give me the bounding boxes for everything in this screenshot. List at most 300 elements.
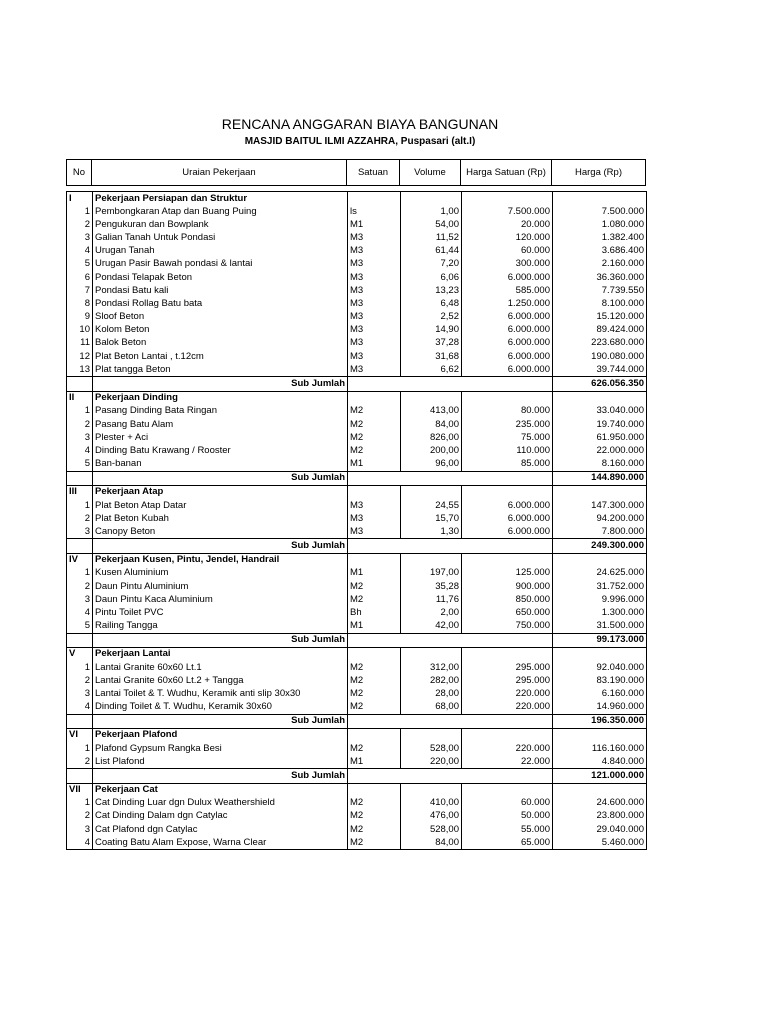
table-row [67,661,647,674]
item-price: 116.160.000 [553,742,647,755]
item-unit-price: 6.000.000 [462,271,553,284]
empty-cell [401,192,462,206]
item-unit-price: 6.000.000 [462,512,553,525]
item-description: Plafond Gypsum Rangka Besi [93,742,348,755]
item-description: Urugan Pasir Bawah pondasi & lantai [93,258,348,271]
item-volume: 220,00 [401,755,462,769]
header-description: Uraian Pekerjaan [92,160,347,186]
item-description: Pondasi Rollag Batu bata [93,297,348,310]
item-price: 9.996.000 [553,593,647,606]
section-title: Pekerjaan Cat [93,783,348,797]
item-unit: M1 [348,755,401,769]
item-number: 1 [67,499,93,512]
empty-cell [462,192,553,206]
table-row [67,836,647,850]
empty-cell [348,647,401,661]
header-price: Harga (Rp) [552,160,646,186]
item-number: 9 [67,311,93,324]
item-number: 2 [67,512,93,525]
item-price: 31.752.000 [553,580,647,593]
item-unit: M2 [348,836,401,850]
item-price: 147.300.000 [553,499,647,512]
item-number: 2 [67,674,93,687]
item-volume: 200,00 [401,444,462,457]
empty-cell [553,391,647,405]
item-number: 2 [67,580,93,593]
empty-cell [553,647,647,661]
item-price: 22.000.000 [553,444,647,457]
item-description: Cat Dinding Dalam dgn Catylac [93,810,348,823]
item-price: 24.600.000 [553,797,647,810]
item-description: Lantai Granite 60x60 Lt.2 + Tangga [93,674,348,687]
item-description: Ban-banan [93,457,348,471]
empty-cell [67,471,93,485]
item-volume: 1,00 [401,205,462,218]
item-volume: 15,70 [401,512,462,525]
item-unit: M2 [348,661,401,674]
item-number: 5 [67,258,93,271]
item-volume: 2,00 [401,606,462,619]
item-volume: 413,00 [401,405,462,418]
section-title: Pekerjaan Atap [93,485,348,499]
item-price: 33.040.000 [553,405,647,418]
table-row [67,245,647,258]
item-price: 19.740.000 [553,418,647,431]
cost-table [66,191,647,850]
item-volume: 410,00 [401,797,462,810]
item-description: Dinding Toilet & T. Wudhu, Keramik 30x60 [93,701,348,715]
item-description: Urugan Tanah [93,245,348,258]
item-description: Galian Tanah Untuk Pondasi [93,232,348,245]
item-volume: 528,00 [401,823,462,836]
item-description: Plat Beton Atap Datar [93,499,348,512]
table-row [67,701,647,715]
item-number: 8 [67,297,93,310]
item-description: Plat Beton Kubah [93,512,348,525]
item-description: Daun Pintu Kaca Aluminium [93,593,348,606]
item-price: 7.739.550 [553,284,647,297]
header-unit: Satuan [347,160,400,186]
item-volume: 96,00 [401,457,462,471]
section-row [67,553,647,567]
item-price: 190.080.000 [553,350,647,363]
item-unit-price: 110.000 [462,444,553,457]
section-row [67,728,647,742]
table-row [67,823,647,836]
item-unit: M3 [348,512,401,525]
item-price: 4.840.000 [553,755,647,769]
subtotal-row [67,769,647,783]
item-unit: M2 [348,418,401,431]
item-price: 36.360.000 [553,271,647,284]
item-volume: 2,52 [401,311,462,324]
item-unit: M1 [348,218,401,231]
empty-cell [67,769,93,783]
section-title: Pekerjaan Dinding [93,391,348,405]
subtotal-row [67,377,647,391]
item-unit: M2 [348,674,401,687]
item-price: 1.300.000 [553,606,647,619]
item-description: Cat Plafond dgn Catylac [93,823,348,836]
item-number: 1 [67,797,93,810]
item-volume: 197,00 [401,567,462,580]
table-row [67,284,647,297]
item-description: Lantai Granite 60x60 Lt.1 [93,661,348,674]
subtotal-label: Sub Jumlah [93,633,348,647]
item-unit: M3 [348,258,401,271]
empty-cell [553,728,647,742]
table-row [67,218,647,231]
item-price: 5.460.000 [553,836,647,850]
item-volume: 528,00 [401,742,462,755]
subtotal-value: 144.890.000 [553,471,647,485]
item-volume: 61,44 [401,245,462,258]
subtotal-value: 626.056.350 [553,377,647,391]
item-price: 29.040.000 [553,823,647,836]
item-price: 2.160.000 [553,258,647,271]
table-row [67,311,647,324]
table-header [66,159,646,186]
item-price: 14.960.000 [553,701,647,715]
item-price: 23.800.000 [553,810,647,823]
empty-cell [401,553,462,567]
item-number: 5 [67,620,93,634]
item-price: 83.190.000 [553,674,647,687]
subtotal-label: Sub Jumlah [93,539,348,553]
item-price: 89.424.000 [553,324,647,337]
item-unit: M2 [348,823,401,836]
item-unit: M3 [348,271,401,284]
subtotal-label: Sub Jumlah [93,471,348,485]
document-subtitle: MASJID BAITUL ILMI AZZAHRA, Puspasari (alt.I) [244,136,476,147]
table-row [67,324,647,337]
item-unit-price: 900.000 [462,580,553,593]
empty-cell [553,192,647,206]
empty-cell [462,391,553,405]
item-description: Kolom Beton [93,324,348,337]
item-description: Plat tangga Beton [93,363,348,377]
item-unit: M3 [348,499,401,512]
table-row [67,567,647,580]
table-row [67,512,647,525]
section-title: Pekerjaan Kusen, Pintu, Jendel, Handrail [93,553,348,567]
section-number: V [67,647,93,661]
item-volume: 13,23 [401,284,462,297]
item-volume: 68,00 [401,701,462,715]
table-row [67,580,647,593]
table-row [67,742,647,755]
empty-cell [553,783,647,797]
table-row [67,271,647,284]
section-row [67,192,647,206]
table-row [67,525,647,539]
item-price: 8.160.000 [553,457,647,471]
item-volume: 6,06 [401,271,462,284]
item-description: Cat Dinding Luar dgn Dulux Weathershield [93,797,348,810]
empty-cell [553,553,647,567]
item-price: 39.744.000 [553,363,647,377]
section-number: VII [67,783,93,797]
item-description: Canopy Beton [93,525,348,539]
item-number: 1 [67,405,93,418]
item-number: 11 [67,337,93,350]
table-row [67,606,647,619]
document-title: RENCANA ANGGARAN BIAYA BANGUNAN [221,116,499,132]
item-description: Pasang Batu Alam [93,418,348,431]
table-row [67,232,647,245]
subtotal-row [67,633,647,647]
item-description: Pembongkaran Atap dan Buang Puing [93,205,348,218]
section-number: IV [67,553,93,567]
item-unit-price: 235.000 [462,418,553,431]
empty-cell [67,377,93,391]
empty-cell [401,783,462,797]
table-row [67,418,647,431]
item-unit-price: 6.000.000 [462,311,553,324]
item-number: 13 [67,363,93,377]
item-unit-price: 650.000 [462,606,553,619]
subtotal-label: Sub Jumlah [93,377,348,391]
item-unit: M2 [348,687,401,700]
item-number: 3 [67,687,93,700]
item-number: 4 [67,245,93,258]
empty-cell [348,728,401,742]
item-number: 2 [67,218,93,231]
item-unit-price: 220.000 [462,701,553,715]
empty-cell [348,783,401,797]
empty-cell [462,647,553,661]
item-price: 61.950.000 [553,431,647,444]
empty-cell [462,783,553,797]
item-unit: M2 [348,444,401,457]
item-description: Plester + Aci [93,431,348,444]
item-unit-price: 295.000 [462,674,553,687]
section-row [67,647,647,661]
item-unit-price: 7.500.000 [462,205,553,218]
item-description: Pintu Toilet PVC [93,606,348,619]
table-row [67,444,647,457]
item-volume: 7,20 [401,258,462,271]
item-unit: M1 [348,620,401,634]
item-price: 24.625.000 [553,567,647,580]
item-price: 15.120.000 [553,311,647,324]
item-number: 3 [67,525,93,539]
table-row [67,797,647,810]
section-number: VI [67,728,93,742]
item-volume: 24,55 [401,499,462,512]
item-unit-price: 60.000 [462,797,553,810]
subtotal-value: 196.350.000 [553,714,647,728]
empty-cell [401,391,462,405]
item-volume: 282,00 [401,674,462,687]
empty-cell [348,471,553,485]
table-row [67,810,647,823]
table-row [67,205,647,218]
item-volume: 35,28 [401,580,462,593]
item-unit: M3 [348,337,401,350]
table-row [67,755,647,769]
empty-cell [348,377,553,391]
item-description: Dinding Batu Krawang / Rooster [93,444,348,457]
item-unit: M2 [348,405,401,418]
item-unit-price: 300.000 [462,258,553,271]
item-description: Plat Beton Lantai , t.12cm [93,350,348,363]
empty-cell [348,485,401,499]
header-no: No [67,160,92,186]
item-number: 1 [67,661,93,674]
subtotal-value: 121.000.000 [553,769,647,783]
item-price: 223.680.000 [553,337,647,350]
section-number: III [67,485,93,499]
item-price: 7.500.000 [553,205,647,218]
item-unit-price: 85.000 [462,457,553,471]
subtotal-value: 99.173.000 [553,633,647,647]
subtotal-label: Sub Jumlah [93,769,348,783]
table-row [67,499,647,512]
empty-cell [462,485,553,499]
item-unit: M2 [348,701,401,715]
table-row [67,337,647,350]
item-description: Balok Beton [93,337,348,350]
section-number: I [67,192,93,206]
item-unit: M3 [348,297,401,310]
section-row [67,485,647,499]
item-volume: 42,00 [401,620,462,634]
item-unit: M3 [348,284,401,297]
item-unit-price: 295.000 [462,661,553,674]
item-price: 1.080.000 [553,218,647,231]
item-description: Pondasi Telapak Beton [93,271,348,284]
table-row [67,674,647,687]
item-volume: 54,00 [401,218,462,231]
item-description: Lantai Toilet & T. Wudhu, Keramik anti slip 30x30 [93,687,348,700]
empty-cell [348,192,401,206]
item-volume: 6,48 [401,297,462,310]
item-price: 7.800.000 [553,525,647,539]
empty-cell [348,769,553,783]
item-number: 3 [67,232,93,245]
item-number: 6 [67,271,93,284]
item-number: 7 [67,284,93,297]
item-unit-price: 750.000 [462,620,553,634]
header-volume: Volume [400,160,461,186]
item-unit: M3 [348,324,401,337]
subtotal-row [67,471,647,485]
empty-cell [553,485,647,499]
section-title: Pekerjaan Lantai [93,647,348,661]
item-price: 94.200.000 [553,512,647,525]
section-row [67,391,647,405]
item-unit-price: 125.000 [462,567,553,580]
empty-cell [401,485,462,499]
table-row [67,363,647,377]
item-unit-price: 80.000 [462,405,553,418]
item-unit: M2 [348,810,401,823]
table-row [67,297,647,310]
item-description: Pondasi Batu kali [93,284,348,297]
item-price: 3.686.400 [553,245,647,258]
table-row [67,431,647,444]
item-number: 3 [67,593,93,606]
item-unit-price: 120.000 [462,232,553,245]
item-number: 3 [67,823,93,836]
empty-cell [462,728,553,742]
subtotal-row [67,714,647,728]
item-price: 92.040.000 [553,661,647,674]
item-unit: M1 [348,567,401,580]
item-unit: M2 [348,431,401,444]
item-volume: 11,52 [401,232,462,245]
item-unit-price: 55.000 [462,823,553,836]
item-description: Sloof Beton [93,311,348,324]
table-row [67,258,647,271]
item-volume: 6,62 [401,363,462,377]
header-unit-price: Harga Satuan (Rp) [461,160,552,186]
item-number: 10 [67,324,93,337]
item-unit: M2 [348,797,401,810]
item-unit: M3 [348,245,401,258]
item-number: 4 [67,606,93,619]
empty-cell [348,633,553,647]
table-row [67,620,647,634]
item-number: 4 [67,836,93,850]
item-volume: 11,76 [401,593,462,606]
item-unit-price: 585.000 [462,284,553,297]
item-description: List Plafond [93,755,348,769]
empty-cell [348,714,553,728]
item-unit-price: 50.000 [462,810,553,823]
item-unit-price: 60.000 [462,245,553,258]
item-description: Pengukuran dan Bowplank [93,218,348,231]
table-row [67,405,647,418]
item-volume: 84,00 [401,836,462,850]
item-unit-price: 6.000.000 [462,363,553,377]
item-unit-price: 75.000 [462,431,553,444]
item-unit-price: 6.000.000 [462,499,553,512]
item-unit: M3 [348,350,401,363]
item-unit-price: 220.000 [462,742,553,755]
table-row [67,593,647,606]
item-number: 4 [67,444,93,457]
item-price: 31.500.000 [553,620,647,634]
empty-cell [348,553,401,567]
item-volume: 84,00 [401,418,462,431]
item-number: 1 [67,742,93,755]
item-volume: 312,00 [401,661,462,674]
table-row [67,457,647,471]
item-volume: 28,00 [401,687,462,700]
item-unit: M3 [348,311,401,324]
item-unit: M2 [348,580,401,593]
empty-cell [462,553,553,567]
item-number: 5 [67,457,93,471]
empty-cell [348,391,401,405]
item-unit: Bh [348,606,401,619]
empty-cell [348,539,553,553]
empty-cell [401,647,462,661]
item-unit-price: 6.000.000 [462,324,553,337]
item-number: 2 [67,810,93,823]
item-description: Pasang Dinding Bata Ringan [93,405,348,418]
item-unit: M1 [348,457,401,471]
item-unit: M2 [348,742,401,755]
item-volume: 826,00 [401,431,462,444]
item-unit-price: 65.000 [462,836,553,850]
item-volume: 37,28 [401,337,462,350]
item-unit: M2 [348,593,401,606]
item-price: 1.382.400 [553,232,647,245]
item-number: 2 [67,755,93,769]
